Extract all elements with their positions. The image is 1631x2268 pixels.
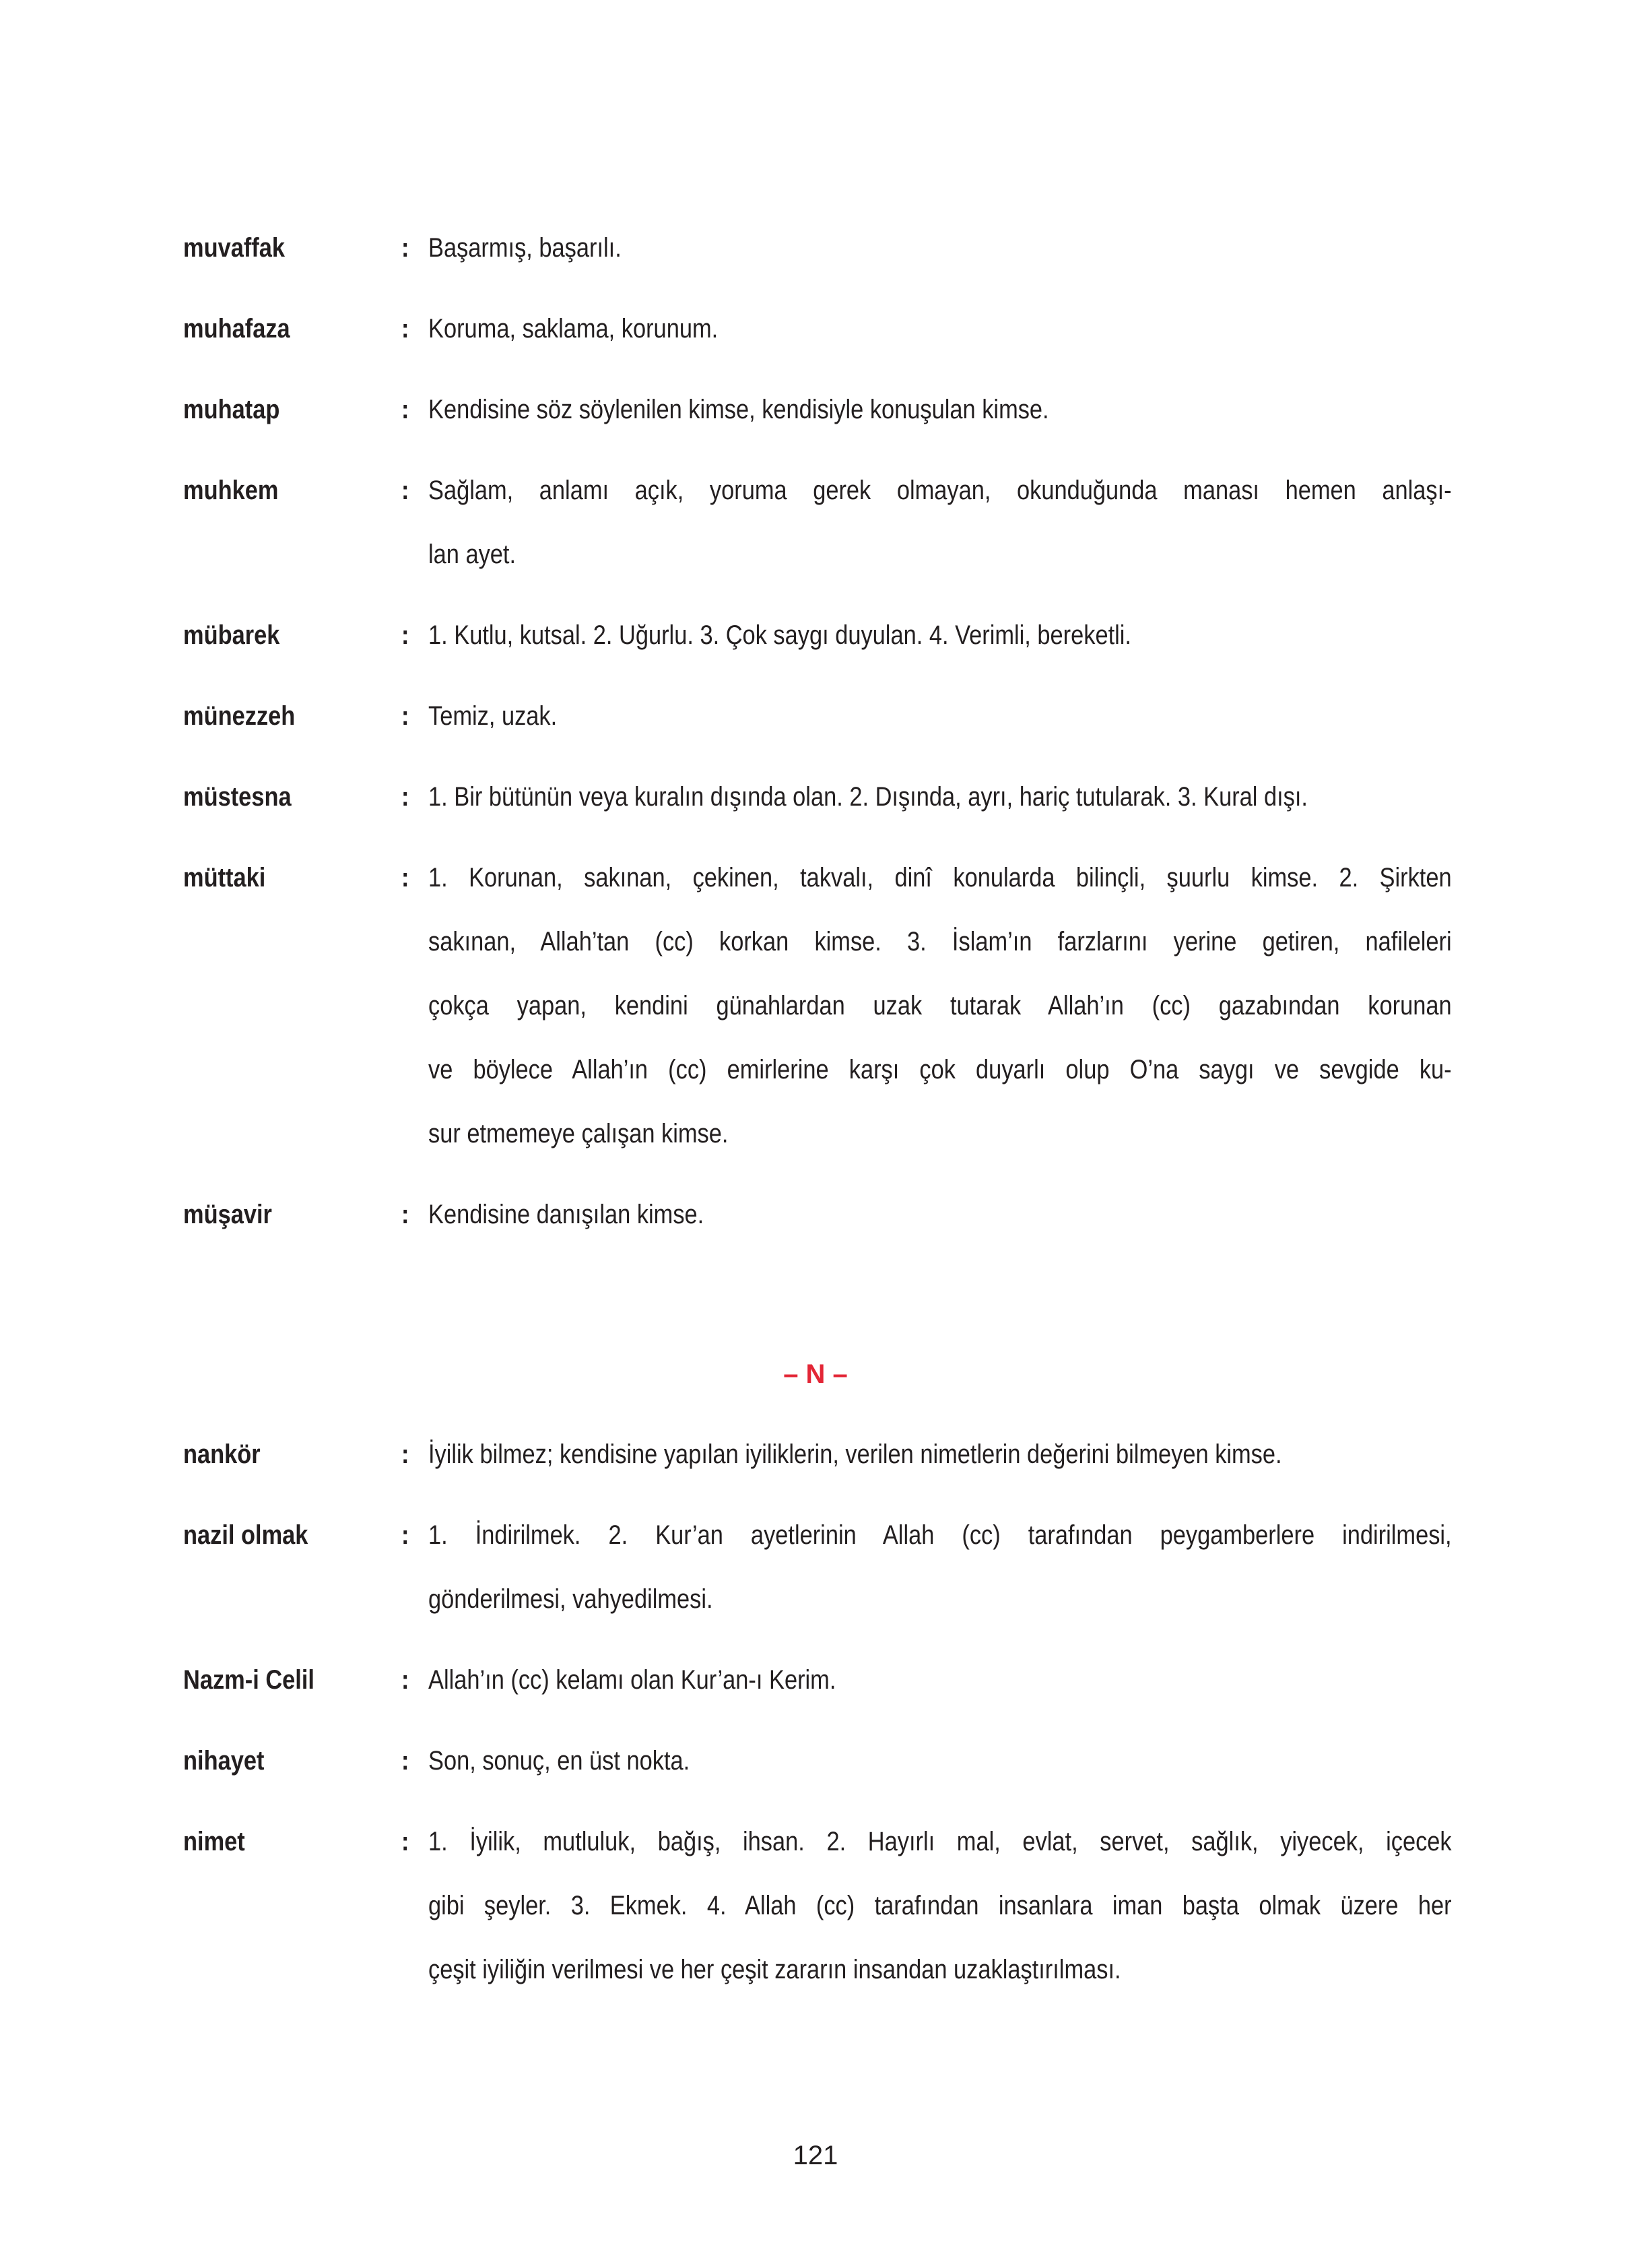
definition-line: İyilik bilmez; kendisine yapılan iyiliklerin, verilen nimetlerin değerini bilmeyen kimse.	[428, 1439, 1282, 1469]
entry-term: nihayet	[183, 1746, 265, 1776]
entry-separator: :	[401, 476, 409, 505]
entry-definition	[428, 297, 1452, 361]
entry-term: müşavir	[183, 1200, 272, 1229]
glossary-list-n	[0, 1423, 1631, 2019]
definition-line: Son, sonuç, en üst nokta.	[428, 1746, 690, 1776]
glossary-entry	[0, 297, 1631, 361]
definition-line: gibi şeyler. 3. Ekmek. 4. Allah (cc) tarafından insanlara iman başta olmak üzere her	[428, 1891, 1452, 1920]
definition-line: Sağlam, anlamı açık, yoruma gerek olmayan, okunduğunda manası hemen anlaşı-	[428, 476, 1452, 505]
section-heading-n: – N –	[783, 1359, 848, 1389]
definition-line: gönderilmesi, vahyedilmesi.	[428, 1584, 713, 1614]
glossary-entry	[0, 1503, 1631, 1631]
glossary-entry	[0, 216, 1631, 280]
entry-definition	[428, 1183, 1452, 1247]
glossary-entry	[0, 378, 1631, 442]
entry-term: münezzeh	[183, 701, 296, 731]
entry-separator: :	[401, 1520, 409, 1550]
entry-definition	[428, 1810, 1452, 2002]
glossary-entry	[0, 1183, 1631, 1247]
definition-line: ve böylece Allah’ın (cc) emirlerine karşı çok duyarlı olup O’na saygı ve sevgide ku-	[428, 1055, 1452, 1084]
entry-separator: :	[401, 1827, 409, 1856]
glossary-entry	[0, 604, 1631, 668]
entry-definition	[428, 1729, 1452, 1793]
glossary-entry	[0, 765, 1631, 829]
definition-line: Başarmış, başarılı.	[428, 233, 622, 263]
entry-separator: :	[401, 233, 409, 263]
entry-separator: :	[401, 314, 409, 344]
glossary-list-m	[0, 216, 1631, 1264]
entry-term: müstesna	[183, 782, 292, 812]
entry-definition	[428, 846, 1452, 1166]
entry-separator: :	[401, 1439, 409, 1469]
glossary-entry	[0, 459, 1631, 587]
entry-term: muhkem	[183, 476, 279, 505]
entry-definition	[428, 1423, 1452, 1487]
definition-line: Kendisine söz söylenilen kimse, kendisiyle konuşulan kimse.	[428, 395, 1049, 424]
entry-term: Nazm-i Celil	[183, 1665, 314, 1695]
definition-line: 1. Kutlu, kutsal. 2. Uğurlu. 3. Çok saygı duyulan. 4. Verimli, bereketli.	[428, 620, 1131, 650]
entry-definition	[428, 1648, 1452, 1712]
entry-separator: :	[401, 863, 409, 893]
entry-term: nazil olmak	[183, 1520, 308, 1550]
definition-line: Kendisine danışılan kimse.	[428, 1200, 704, 1229]
entry-separator: :	[401, 1665, 409, 1695]
glossary-entry	[0, 1648, 1631, 1712]
definition-line: sur etmemeye çalışan kimse.	[428, 1119, 729, 1148]
entry-term: muhafaza	[183, 314, 290, 344]
entry-definition	[428, 216, 1452, 280]
glossary-entry	[0, 1729, 1631, 1793]
definition-line: çokça yapan, kendini günahlardan uzak tutarak Allah’ın (cc) gazabından korunan	[428, 991, 1452, 1020]
glossary-entry	[0, 684, 1631, 748]
definition-line: Allah’ın (cc) kelamı olan Kur’an-ı Kerim.	[428, 1665, 836, 1695]
definition-line: çeşit iyiliğin verilmesi ve her çeşit zararın insandan uzaklaştırılması.	[428, 1955, 1121, 1984]
entry-separator: :	[401, 620, 409, 650]
entry-separator: :	[401, 782, 409, 812]
entry-separator: :	[401, 701, 409, 731]
entry-definition	[428, 684, 1452, 748]
glossary-entry	[0, 846, 1631, 1166]
entry-term: nankör	[183, 1439, 261, 1469]
definition-line: lan ayet.	[428, 540, 517, 569]
entry-separator: :	[401, 395, 409, 424]
definition-line: 1. Bir bütünün veya kuralın dışında olan. 2. Dışında, ayrı, hariç tutularak. 3. Kural dışı.	[428, 782, 1308, 812]
glossary-entry	[0, 1423, 1631, 1487]
definition-line: Temiz, uzak.	[428, 701, 558, 731]
definition-line: sakınan, Allah’tan (cc) korkan kimse. 3. İslam’ın farzlarını yerine getiren, nafileleri	[428, 927, 1452, 957]
entry-definition	[428, 378, 1452, 442]
entry-definition	[428, 765, 1452, 829]
entry-definition	[428, 1503, 1452, 1631]
entry-term: muhatap	[183, 395, 280, 424]
entry-term: muvaffak	[183, 233, 286, 263]
entry-separator: :	[401, 1200, 409, 1229]
definition-line: 1. İyilik, mutluluk, bağış, ihsan. 2. Hayırlı mal, evlat, servet, sağlık, yiyecek, içecek	[428, 1827, 1452, 1856]
entry-term: müttaki	[183, 863, 266, 893]
definition-line: 1. İndirilmek. 2. Kur’an ayetlerinin Allah (cc) tarafından peygamberlere indirilmesi,	[428, 1520, 1452, 1550]
entry-definition	[428, 604, 1452, 668]
glossary-entry	[0, 1810, 1631, 2002]
definition-line: Koruma, saklama, korunum.	[428, 314, 719, 344]
entry-term: nimet	[183, 1827, 245, 1856]
page-number: 121	[793, 2141, 838, 2170]
entry-definition	[428, 459, 1452, 587]
entry-term: mübarek	[183, 620, 280, 650]
definition-line: 1. Korunan, sakınan, çekinen, takvalı, dinî konularda bilinçli, şuurlu kimse. 2. Şirkten	[428, 863, 1452, 893]
entry-separator: :	[401, 1746, 409, 1776]
